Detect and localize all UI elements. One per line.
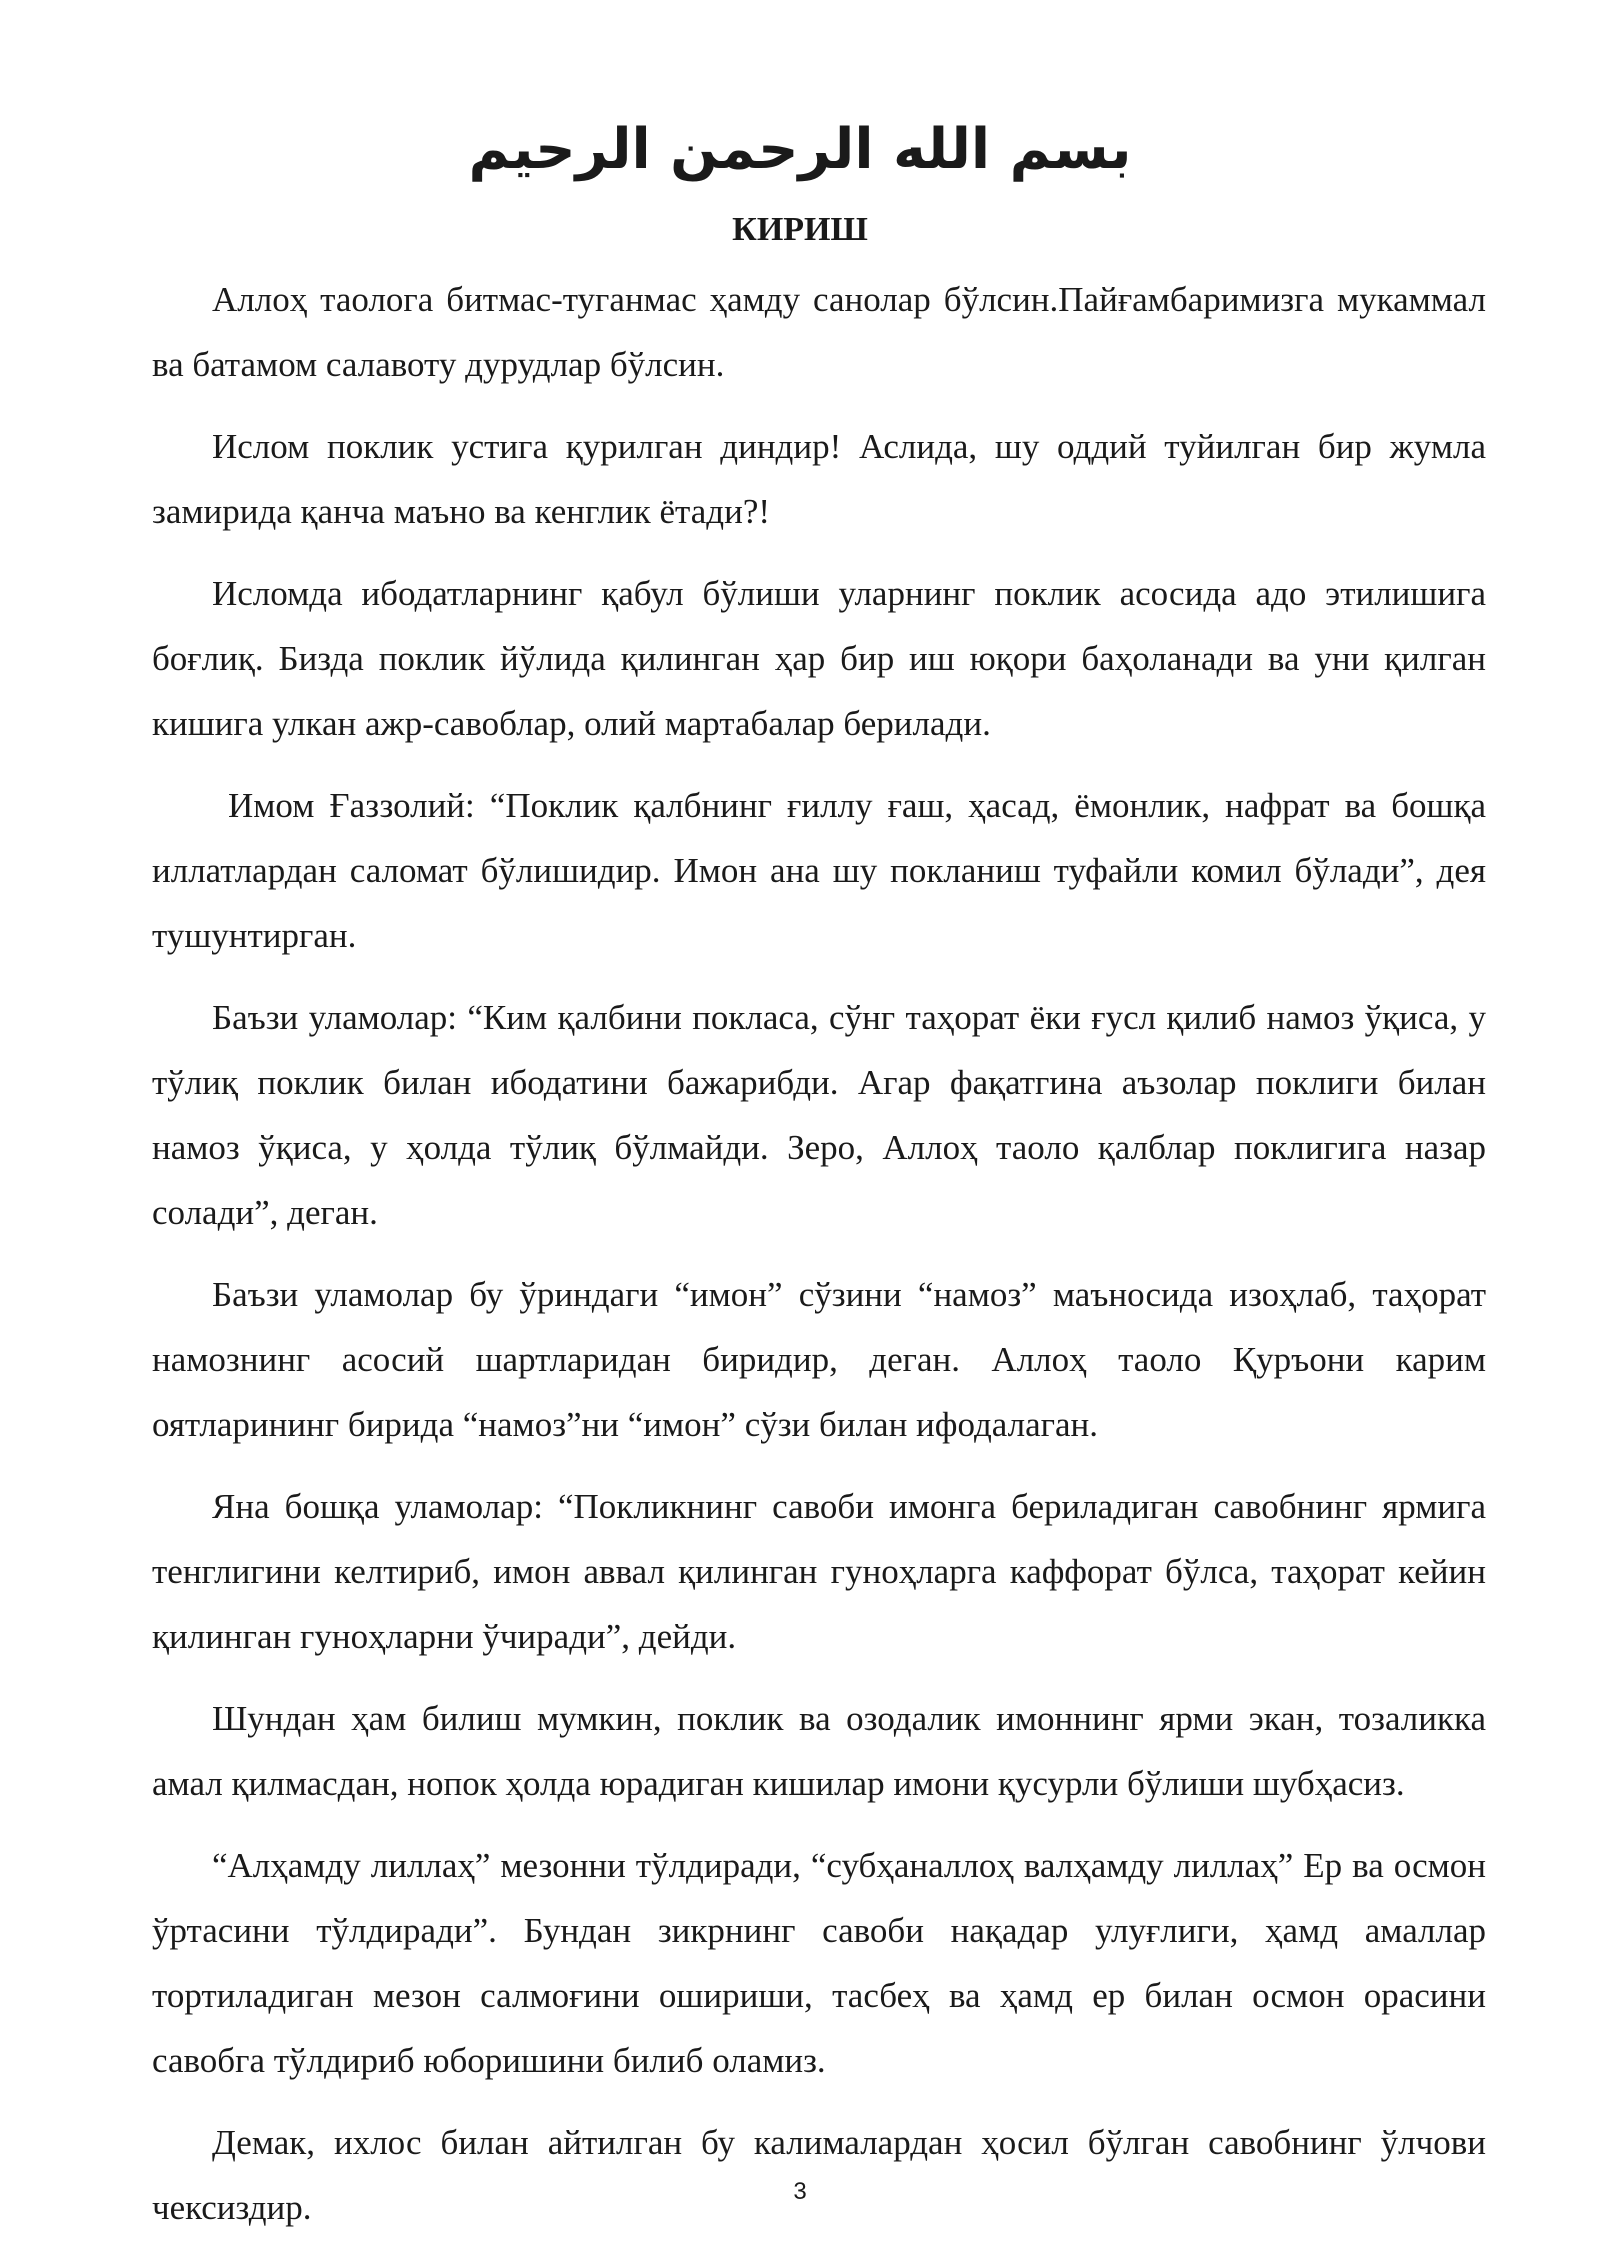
- paragraph: Имом Ғаззолий: “Поклик қалбнинг ғиллу ғаш, ҳасад, ёмонлик, нафрат ва бошқа иллатлардан саломат бўлишидир. Имон ана шу покланиш туфайли комил бўлади”, дея тушунтирган.: [152, 786, 1486, 955]
- paragraph: Аллоҳ таолога битмас-туганмас ҳамду санолар бўлсин.Пайғамбаримизга мукаммал ва батамом салавоту дурудлар бўлсин.: [152, 280, 1486, 384]
- paragraph: Баъзи уламолар: “Ким қалбини покласа, сўнг таҳорат ёки ғусл қилиб намоз ўқиса, у тўлиқ поклик билан ибодатини бажарибди. Агар фақатгина аъзолар поклиги билан намоз ўқиса, у ҳолда тўлиқ бўлмайди. Зеро, Аллоҳ таоло қалблар поклигига назар солади”, деган.: [152, 998, 1486, 1232]
- page-number: 3: [793, 2178, 807, 2205]
- paragraph: Яна бошқа уламолар: “Покликнинг савоби имонга бериладиган савобнинг ярмига тенглигини келтириб, имон аввал қилинган гуноҳларга каффорат бўлса, таҳорат кейин қилинган гуноҳларни ўчиради”, дейди.: [152, 1487, 1486, 1656]
- body-text: [152, 267, 1486, 2257]
- paragraph: Шундан ҳам билиш мумкин, поклик ва озодалик имоннинг ярми экан, тозаликка амал қилмасдан, нопок ҳолда юрадиган кишилар имони қусурли бўлиши шубҳасиз.: [152, 1699, 1486, 1803]
- basmala-heading: بسم الله الرحمن الرحيم: [468, 117, 1132, 182]
- paragraph: “Алҳамду лиллаҳ” мезонни тўлдиради, “субҳаналлоҳ валҳамду лиллаҳ” Ер ва осмон ўртасини тўлдиради”. Бундан зикрнинг савоби нақадар улуғлиги, ҳамд амаллар тортиладиган мезон салмоғини ошириши, тасбеҳ ва ҳамд ер билан осмон орасини савобга тўлдириб юборишини билиб оламиз.: [152, 1846, 1486, 2080]
- paragraph: Демак, ихлос билан айтилган бу калималардан ҳосил бўлган савобнинг ўлчови чексиздир.: [152, 2123, 1486, 2227]
- paragraph: Ислом поклик устига қурилган диндир! Аслида, шу оддий туйилган бир жумла замирида қанча маъно ва кенглик ётади?!: [152, 427, 1486, 531]
- paragraph: Исломда ибодатларнинг қабул бўлиши уларнинг поклик асосида адо этилишига боғлиқ. Бизда поклик йўлида қилинган ҳар бир иш юқори баҳоланади ва уни қилган кишига улкан ажр-савоблар, олий мартабалар берилади.: [152, 574, 1486, 743]
- section-title: КИРИШ: [732, 211, 868, 248]
- paragraph: Баъзи уламолар бу ўриндаги “имон” сўзини “намоз” маъносида изоҳлаб, таҳорат намознинг асосий шартларидан биридир, деган. Аллоҳ таоло Қуръони карим оятларининг бирида “намоз”ни “имон” сўзи билан ифодалаган.: [152, 1275, 1486, 1444]
